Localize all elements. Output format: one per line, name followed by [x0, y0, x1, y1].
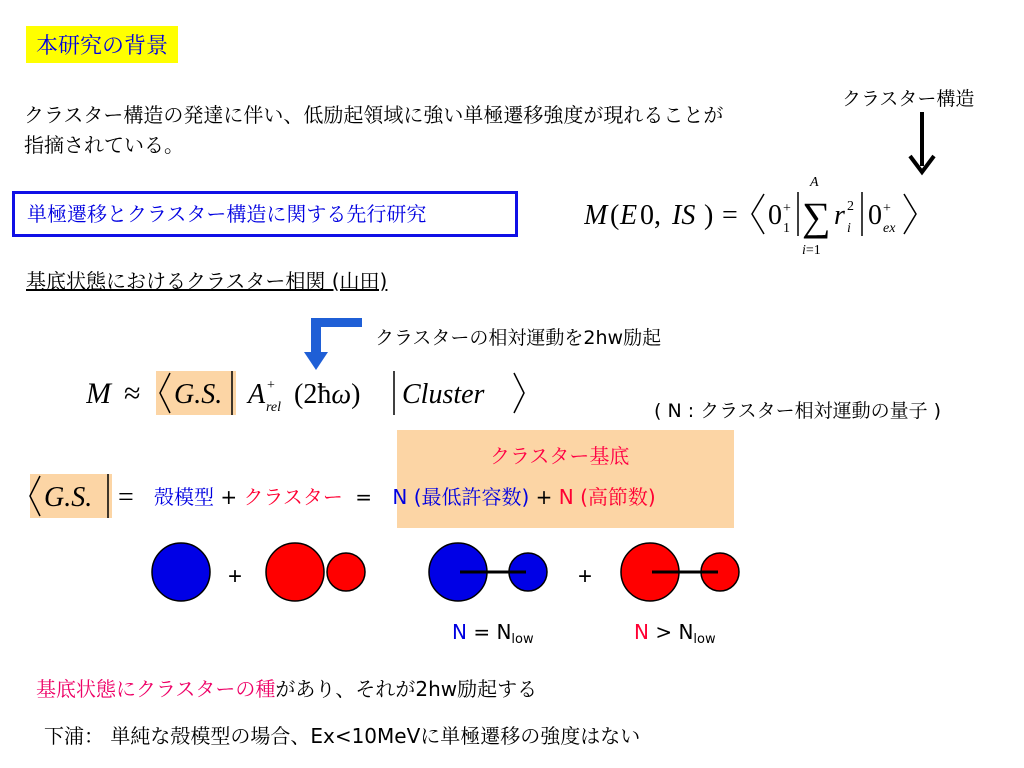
svg-text:=: =: [118, 482, 134, 513]
low-subscript: low: [511, 632, 534, 647]
equals-sign: =: [355, 485, 373, 509]
cluster-small-circle: [327, 553, 365, 591]
conclusion-text: [36, 673, 537, 702]
svg-text:+: +: [267, 378, 275, 393]
svg-text:): ): [704, 200, 714, 231]
diagram-plus-2: +: [578, 563, 593, 590]
cluster-correlation-equation: [86, 365, 546, 429]
diagram-plus-1: +: [228, 563, 243, 590]
svg-text:0: 0: [768, 200, 782, 231]
cluster-structure-label: クラスター構造: [842, 88, 975, 110]
svg-text:G.S.: G.S.: [44, 482, 93, 513]
n-equals-nlow-label: [452, 620, 534, 647]
gs-correlation-heading: 基底状態におけるクラスター相関 (山田): [26, 269, 388, 293]
shimoura-note: 下浦： 単純な殻模型の場合、Ex<10MeVに単極遷移の強度はない: [44, 724, 641, 748]
svg-text:(2ħω): (2ħω): [294, 379, 361, 410]
svg-text:=: =: [722, 200, 738, 231]
svg-text:A: A: [248, 379, 266, 410]
conclusion-rest: があり、それが2hw励起する: [275, 677, 538, 701]
cluster-ground-label: クラスター基底: [490, 444, 630, 468]
svg-text:0: 0: [868, 200, 882, 231]
greater-op: >: [655, 620, 673, 644]
n-symbol: N: [634, 620, 649, 644]
svg-text:1: 1: [783, 221, 790, 236]
svg-text:≈: ≈: [124, 377, 141, 410]
shell-model-circle: [152, 543, 210, 601]
page-title: 本研究の背景: [26, 26, 178, 63]
svg-text:G.S.: G.S.: [174, 379, 223, 410]
svg-text:+: +: [783, 201, 791, 216]
plus-sign: +: [220, 485, 238, 509]
svg-text:M: M: [86, 377, 111, 410]
svg-text:2: 2: [847, 199, 854, 214]
monopole-equation: [584, 168, 984, 268]
shell-model-term: 殻模型: [154, 485, 214, 509]
svg-text:∑: ∑: [802, 194, 831, 239]
cluster-diagram: [0, 530, 780, 620]
gs-decomposition: [154, 481, 656, 510]
svg-text:r: r: [834, 200, 845, 231]
excitation-note: クラスターの相対運動を2hw励起: [375, 327, 662, 349]
svg-text:Cluster: Cluster: [402, 379, 485, 410]
svg-text:rel: rel: [266, 400, 282, 415]
n-symbol: N: [452, 620, 467, 644]
svg-text:M: M: [584, 200, 608, 231]
gs-ket: [26, 472, 152, 520]
n-high-term: N (高節数): [558, 485, 656, 509]
down-arrow-icon: [906, 112, 938, 176]
svg-text:E: E: [620, 200, 638, 231]
svg-text:i=1: i=1: [802, 243, 821, 258]
quanta-note: ( N : クラスター相対運動の量子 ): [654, 400, 942, 422]
n-min-term: N (最低許容数): [392, 485, 530, 509]
cluster-term: クラスター: [243, 485, 343, 509]
n-symbol-2: N: [678, 620, 694, 644]
cluster-large-circle: [266, 543, 324, 601]
svg-text:IS: IS: [672, 200, 696, 231]
n-greater-nlow-label: [634, 620, 716, 647]
prior-research-box: 単極遷移とクラスター構造に関する先行研究: [12, 191, 518, 237]
svg-text:0,: 0,: [640, 200, 661, 231]
equals-op: =: [473, 620, 491, 644]
svg-text:+: +: [883, 201, 891, 216]
intro-text: クラスター構造の発達に伴い、低励起領域に強い単極遷移強度が現れることが指摘されている。: [24, 103, 724, 157]
svg-text:A: A: [810, 175, 819, 190]
svg-text:(: (: [610, 200, 620, 231]
svg-text:ex: ex: [883, 221, 896, 236]
svg-text:i: i: [847, 221, 851, 236]
n-symbol-2: N: [496, 620, 512, 644]
low-subscript: low: [693, 632, 716, 647]
conclusion-highlight: 基底状態にクラスターの種: [36, 677, 276, 701]
plus-sign-2: +: [535, 485, 553, 509]
